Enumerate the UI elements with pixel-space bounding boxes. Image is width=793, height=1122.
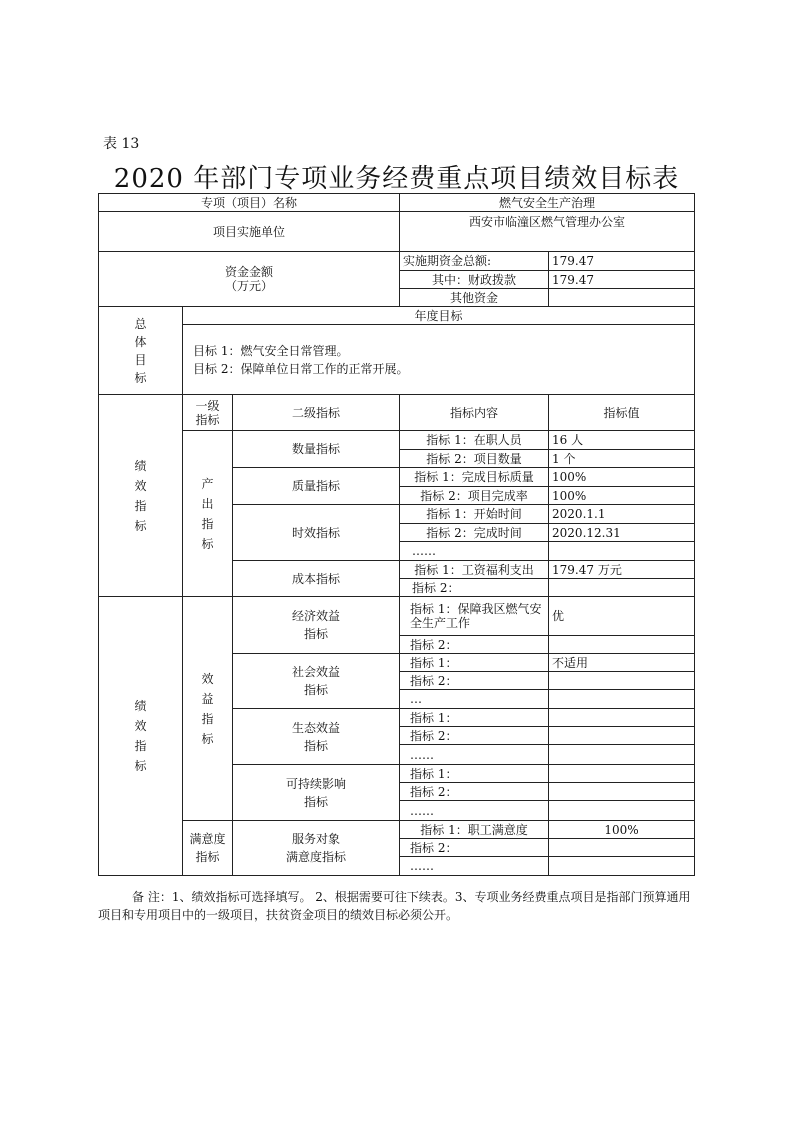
side-char: 目 — [134, 352, 147, 367]
funds-other-label: 其他资金 — [400, 289, 549, 307]
indicator-content: 指标 1： — [400, 765, 549, 783]
funds-label — [99, 252, 400, 307]
level2-line: 生态效益 — [292, 720, 341, 735]
indicator-value-empty — [549, 783, 695, 801]
satisfaction-level2 — [233, 821, 400, 876]
indicator-content-ellipsis: …… — [400, 745, 549, 765]
overall-goal-side-label — [99, 307, 183, 395]
indicator-value: 优 — [549, 597, 695, 636]
indicator-value-empty — [549, 690, 695, 709]
indicator-content-ellipsis: …… — [400, 801, 549, 821]
indicator-content-ellipsis: …… — [400, 542, 549, 561]
footnote: 备 注：1、绩效指标可选择填写。 2、根据需要可往下续表。3、专项业务经费重点项目是指部门预算通用项目和专用项目中的一级项目，扶贫资金项目的绩效目标必须公开。 — [98, 890, 691, 922]
indicator-content: 指标 1：开始时间 — [400, 505, 549, 524]
funds-fiscal-value: 179.47 — [549, 271, 695, 289]
indicator-value-empty — [549, 636, 695, 654]
indicator-content-ellipsis: …… — [400, 857, 549, 876]
indicator-value: 100% — [549, 468, 695, 487]
ecological-indicator — [233, 709, 400, 765]
funds-total-value: 179.47 — [549, 252, 695, 271]
indicator-content: 指标 2： — [400, 579, 549, 597]
indicator-value: 100% — [549, 821, 695, 839]
indicator-value-empty — [549, 839, 695, 857]
indicator-content: 指标 2： — [400, 672, 549, 690]
level2-line: 指标 — [304, 683, 329, 697]
level2-line: 服务对象 — [292, 832, 341, 846]
funds-label-line1: 资金金额 — [225, 265, 274, 279]
level1-header-line: 指标 — [195, 412, 220, 427]
indicator-value-empty — [549, 857, 695, 876]
economic-indicator — [233, 597, 400, 654]
level2-line: 指标 — [304, 794, 329, 809]
indicator-content: 指标 2： — [400, 839, 549, 857]
indicator-content: 指标 2：完成时间 — [400, 524, 549, 542]
side-char: 指 — [201, 711, 214, 726]
indicator-content-ellipsis: … — [400, 690, 549, 709]
annual-goal-body — [183, 325, 695, 395]
side-char: 标 — [134, 759, 147, 773]
goal-2: 目标 2：保障单位日常工作的正常开展。 — [193, 361, 409, 376]
timeliness-indicator: 时效指标 — [233, 505, 400, 561]
quantity-indicator: 数量指标 — [233, 431, 400, 468]
level2-line: 指标 — [304, 627, 329, 641]
annual-goal-header: 年度目标 — [183, 307, 695, 325]
side-char: 效 — [134, 478, 147, 493]
indicator-value: 1 个 — [549, 450, 695, 468]
funds-fiscal-label: 其中：财政拨款 — [400, 271, 549, 289]
level2-line: 可持续影响 — [286, 776, 347, 791]
side-char: 效 — [201, 671, 214, 686]
unit-value: 西安市临潼区燃气管理办公室 — [400, 212, 695, 252]
indicator-value: 不适用 — [549, 654, 695, 672]
indicator-content: 指标 2： — [400, 636, 549, 654]
side-char: 效 — [134, 719, 147, 733]
social-indicator — [233, 654, 400, 709]
side-char: 出 — [201, 496, 214, 511]
indicator-content: 指标 1：工资福利支出 — [400, 561, 549, 579]
side-char: 指 — [134, 739, 147, 753]
level2-line: 满意度指标 — [286, 850, 347, 864]
sustainability-indicator — [233, 765, 400, 821]
indicator-value: 100% — [549, 487, 695, 505]
goal-1: 目标 1：燃气安全日常管理。 — [193, 343, 349, 358]
indicator-value: 16 人 — [549, 431, 695, 450]
indicator-content: 指标 2： — [400, 727, 549, 745]
value-header: 指标值 — [549, 395, 695, 431]
indicator-content: 指标 1：职工满意度 — [400, 821, 549, 839]
content-header: 指标内容 — [400, 395, 549, 431]
indicator-value-empty — [549, 542, 695, 561]
indicator-content: 指标 1：在职人员 — [400, 431, 549, 450]
project-name-value: 燃气安全生产治理 — [400, 194, 695, 212]
indicator-content: 指标 2：项目数量 — [400, 450, 549, 468]
side-char: 体 — [134, 334, 147, 349]
level1-line: 指标 — [195, 850, 220, 864]
indicator-content: 指标 1：完成目标质量 — [400, 468, 549, 487]
indicator-value-empty — [549, 672, 695, 690]
unit-label: 项目实施单位 — [99, 212, 400, 252]
side-char: 产 — [201, 476, 214, 491]
side-char: 标 — [201, 731, 214, 746]
level1-header — [183, 395, 233, 431]
indicator-value-empty — [549, 727, 695, 745]
output-level1-label — [183, 431, 233, 597]
satisfaction-level1 — [183, 821, 233, 876]
side-char: 标 — [134, 370, 147, 385]
side-char: 绩 — [134, 699, 147, 713]
level1-header-line: 一级 — [195, 398, 220, 413]
output-side-label — [99, 395, 183, 597]
funds-label-line2: （万元） — [225, 279, 274, 293]
page-title: 2020 年部门专项业务经费重点项目绩效目标表 — [113, 164, 680, 194]
indicator-content: 指标 1： — [400, 709, 549, 727]
indicator-content: 指标 1： — [400, 654, 549, 672]
side-char: 绩 — [134, 458, 147, 473]
indicator-value-empty — [549, 801, 695, 821]
indicator-value-empty — [549, 579, 695, 597]
level2-header: 二级指标 — [233, 395, 400, 431]
indicator-value: 2020.1.1 — [549, 505, 695, 524]
benefit-side-label — [99, 597, 183, 876]
project-name-label: 专项（项目）名称 — [99, 194, 400, 212]
indicator-value-empty — [549, 765, 695, 783]
funds-other-value — [549, 289, 695, 307]
side-char: 益 — [201, 691, 214, 706]
funds-total-label: 实施期资金总额: — [400, 252, 549, 271]
benefit-level1-label — [183, 597, 233, 821]
cost-indicator: 成本指标 — [233, 561, 400, 597]
indicator-content: 指标 2： — [400, 783, 549, 801]
level1-line: 满意度 — [189, 832, 226, 846]
side-char: 指 — [201, 516, 214, 531]
table-label: 表 13 — [103, 136, 140, 152]
level2-line: 社会效益 — [292, 665, 341, 679]
quality-indicator: 质量指标 — [233, 468, 400, 505]
indicator-content: 指标 2：项目完成率 — [400, 487, 549, 505]
indicator-value-empty — [549, 745, 695, 765]
side-char: 标 — [201, 536, 214, 551]
indicator-content: 指标 1：保障我区燃气安全生产工作 — [400, 597, 549, 636]
indicator-value: 179.47 万元 — [549, 561, 695, 579]
performance-goal-table — [98, 193, 695, 876]
level2-line: 指标 — [304, 738, 329, 753]
indicator-value: 2020.12.31 — [549, 524, 695, 542]
side-char: 指 — [134, 498, 147, 513]
level2-line: 经济效益 — [292, 609, 341, 623]
side-char: 总 — [134, 316, 147, 331]
side-char: 标 — [134, 518, 147, 533]
indicator-value-empty — [549, 709, 695, 727]
